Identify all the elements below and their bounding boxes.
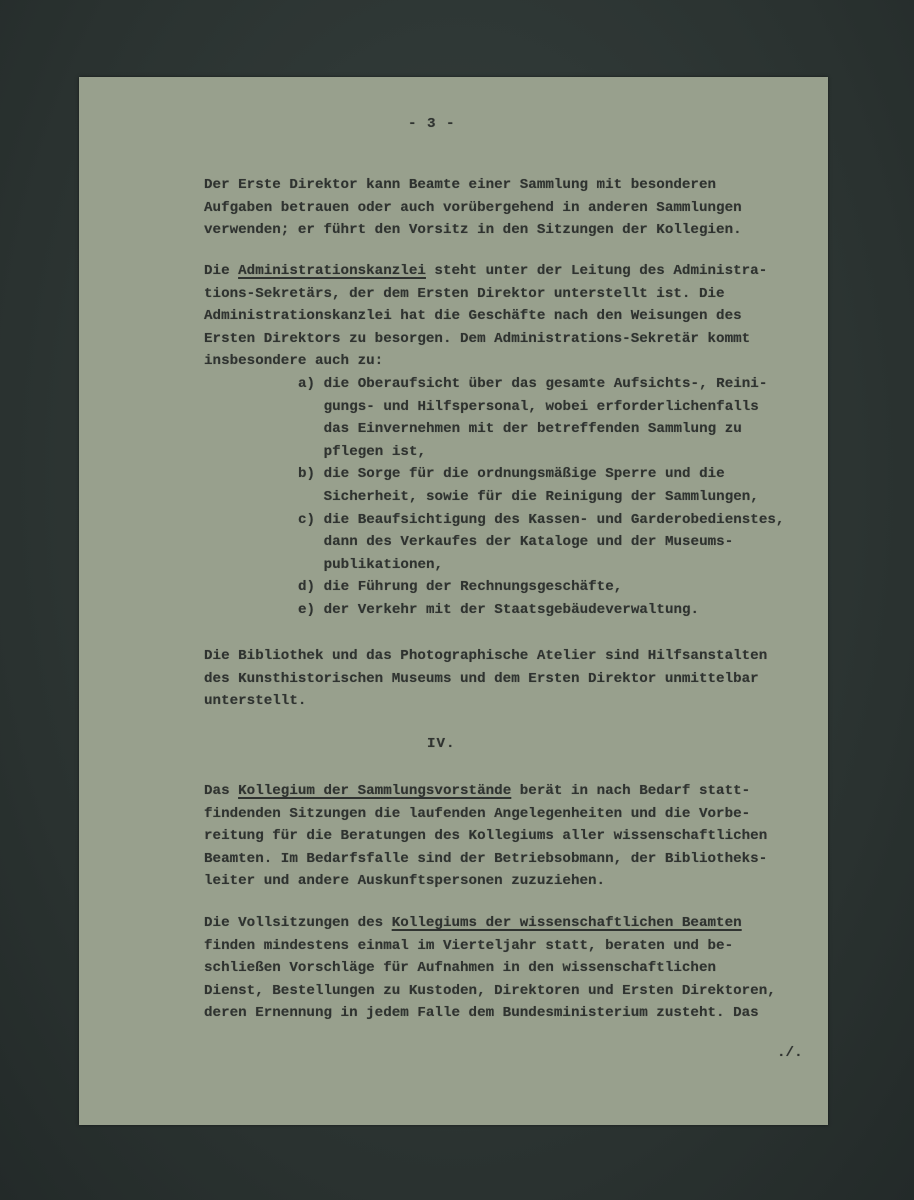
text-line: Die Bibliothek und das Photographische Atelier sind Hilfsanstalten [204,648,768,664]
text-line: Administrationskanzlei hat die Geschäfte nach den Weisungen des [204,308,742,325]
section-heading: IV. [427,736,456,752]
list-item: das Einvernehmen mit der betreffenden Sammlung zu [298,421,742,438]
list-item: publikationen, [298,556,444,573]
page-number: - 3 - [408,116,456,132]
underlined-term: Administrationskanzlei [238,263,426,279]
text-line: findenden Sitzungen die laufenden Angelegenheiten und die Vorbe- [204,805,751,822]
list-item: a) die Oberaufsicht über das gesamte Aufsichts-, Reini- [298,376,768,392]
text-line: Dienst, Bestellungen zu Kustoden, Direktoren und Ersten Direktoren, [204,982,776,999]
list-item: c) die Beaufsichtigung des Kassen- und Garderobedienstes, [298,511,785,528]
text-line: leiter und andere Auskunftspersonen zuzuziehen. [204,873,606,890]
text-lead: Das [204,783,239,799]
text-rest: berät in nach Bedarf statt- [511,783,751,799]
text-line: insbesondere auch zu: [204,353,384,370]
underlined-term: Kollegium der Sammlungsvorstände [238,783,512,799]
paragraph-administrationskanzlei [204,260,767,373]
paragraph-vollsitzungen [204,912,776,1025]
list-item: pflegen ist, [298,443,427,460]
underlined-term: Kollegiums der wissenschaftlichen Beamten [391,915,742,931]
text-line: verwenden; er führt den Vorsitz in den Sitzungen der Kollegien. [204,222,742,239]
text-line: Beamten. Im Bedarfsfalle sind der Betriebsobmann, der Bibliotheks- [204,850,768,867]
text-line: tions-Sekretärs, der dem Ersten Direktor unterstellt ist. Die [204,285,725,302]
list-item: d) die Führung der Rechnungsgeschäfte, [298,579,623,596]
paragraph-erste-direktor [204,174,742,242]
text-line: deren Ernennung in jedem Falle dem Bundesministerium zusteht. Das [204,1005,759,1022]
text-line: schließen Vorschläge für Aufnahmen in den wissenschaftlichen [204,960,717,977]
paragraph-kollegium-sammlungsvorstaende [204,780,767,893]
text-lead: Die Vollsitzungen des [204,915,392,931]
list-item: gungs- und Hilfspersonal, wobei erforderlichenfalls [298,398,759,415]
list-item: b) die Sorge für die ordnungsmäßige Sperre und die [298,466,725,483]
text-line: unterstellt. [204,693,307,710]
paragraph-bibliothek [204,645,767,713]
continuation-mark: ./. [777,1045,803,1061]
text-line: Aufgaben betrauen oder auch vorübergehend in anderen Sammlungen [204,199,742,216]
text-line: Ersten Direktors zu besorgen. Dem Administrations-Sekretär kommt [204,330,751,347]
text-lead: Die [204,263,239,279]
text-rest: steht unter der Leitung des Administra- [425,263,768,279]
text-line: reitung für die Beratungen des Kollegiums aller wissenschaftlichen [204,828,768,845]
text-line: finden mindestens einmal im Vierteljahr statt, beraten und be- [204,937,734,954]
list-item: e) der Verkehr mit der Staatsgebäudeverwaltung. [298,601,700,618]
text-line: Der Erste Direktor kann Beamte einer Sammlung mit besonderen [204,177,717,193]
list-item: Sicherheit, sowie für die Reinigung der Sammlungen, [298,488,759,505]
list-item: dann des Verkaufes der Kataloge und der Museums- [298,534,734,551]
duties-list [298,373,784,622]
text-line: des Kunsthistorischen Museums und dem Ersten Direktor unmittelbar [204,670,759,687]
